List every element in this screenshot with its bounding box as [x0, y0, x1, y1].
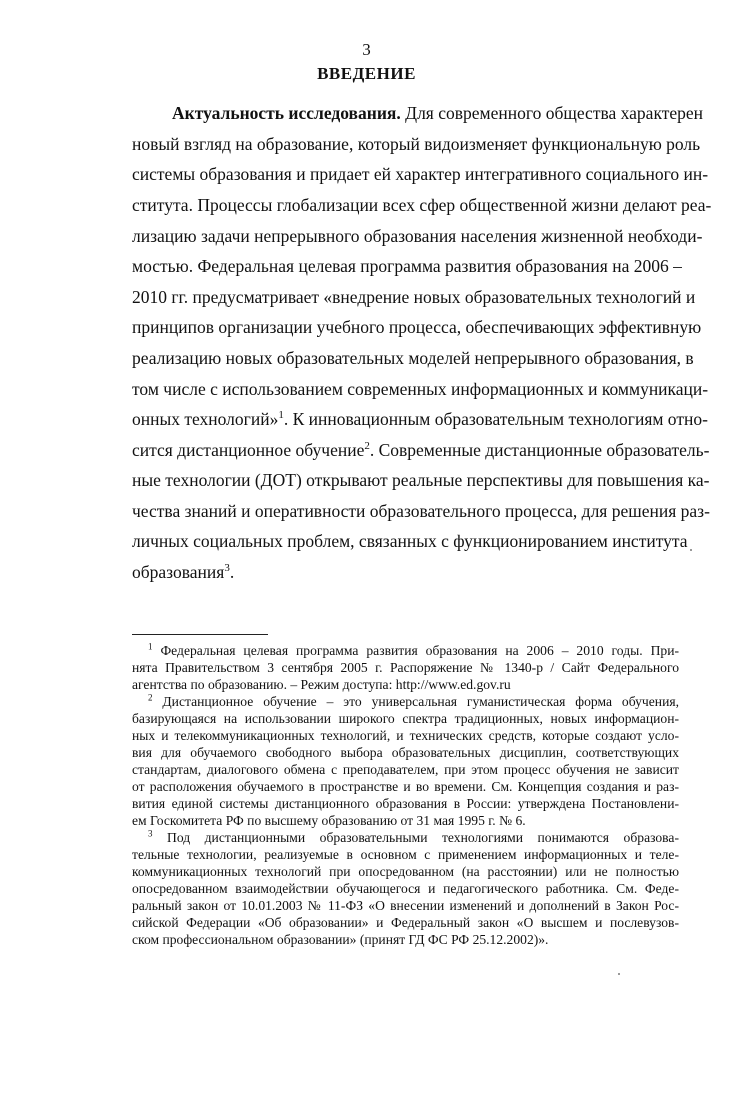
footnote-line: вития единой системы дистанционного образования в России: утверждена Постановлени-	[132, 796, 679, 811]
footnote-text: Под дистанционными образовательными технологиями понимаются образова-	[152, 830, 679, 845]
body-line-text: Для современного общества характерен	[400, 103, 704, 123]
footnote-line: ем Госкомитета РФ по высшему образованию от 31 мая 1995 г. № 6.	[132, 813, 526, 828]
body-text-span: образования	[132, 562, 225, 582]
body-text-span: . К инновационным образовательным технологиям отно-	[283, 409, 708, 429]
footnote-line: коммуникационных технологий при опосредованном (на расстоянии) или не полностью	[132, 864, 679, 879]
footnote-divider	[132, 634, 268, 635]
body-line: 2010 гг. предусматривает «внедрение новых образовательных технологий и	[132, 287, 696, 307]
body-line	[132, 561, 679, 583]
body-line: системы образования и придает ей характер интегративного социального ин-	[132, 164, 709, 184]
footnote-line: опосредованном взаимодействии обучающегося и педагогического работника. См. Феде-	[132, 881, 679, 896]
body-text-span: онных технологий»	[132, 409, 279, 429]
body-line: ститута. Процессы глобализации всех сфер общественной жизни делают реа-	[132, 195, 712, 215]
footnote-ref[interactable]: 3	[224, 562, 230, 575]
body-lead: Актуальность исследования.	[172, 103, 401, 123]
footnote-line: ральный закон от 10.01.2003 № 11-ФЗ «О внесении изменений и дополнений в Закон Рос-	[132, 898, 679, 913]
body-line: реализацию новых образовательных моделей непрерывного образования, в	[132, 348, 694, 368]
footnote-line: базирующаяся на использовании широкого спектра традиционных, новых информацион-	[132, 711, 679, 726]
body-text-span: сится дистанционное обучение	[132, 440, 365, 460]
footnote-line: агентства по образованию. – Режим доступа: http://www.ed.gov.ru	[132, 677, 511, 692]
footnote-line: сийской Федерации «Об образовании» и Федеральный закон «О высшем и послевузов-	[132, 915, 679, 930]
page-number: 3	[362, 40, 371, 59]
page-title: ВВЕДЕНИЕ	[317, 64, 416, 83]
footnote-line: вия для обучаемого свободного выбора образовательных дисциплин, соответствующих	[132, 745, 679, 760]
body-line: принципов организации учебного процесса, обеспечивающих эффективную	[132, 317, 702, 337]
body-line: ные технологии (ДОТ) открывают реальные перспективы для повышения ка-	[132, 470, 710, 490]
footnote-3	[148, 830, 679, 846]
footnote-ref[interactable]: 2	[364, 440, 370, 453]
footnote-mark: 2	[148, 692, 153, 703]
footnote-2	[148, 694, 679, 710]
footnote-1	[148, 643, 679, 659]
body-text-span: .	[229, 562, 235, 582]
footnote-line: ском профессиональном образовании» (принят ГД ФС РФ 25.12.2002)».	[132, 932, 549, 947]
body-line	[132, 408, 708, 430]
body-line: личных социальных проблем, связанных с функционированием института	[132, 531, 688, 551]
footnote-text: Дистанционное обучение – это универсальная гуманистическая форма обучения,	[152, 694, 679, 709]
footnote-line: нята Правительством 3 сентября 2005 г. Распоряжение № 1340-р / Сайт Федерального	[132, 660, 679, 675]
footnote-mark: 1	[148, 641, 153, 652]
body-line: мостью. Федеральная целевая программа развития образования на 2006 –	[132, 256, 682, 276]
footnote-line: ных и телекоммуникационных технологий, и технических средств, которые создают усло-	[132, 728, 679, 743]
body-line	[132, 439, 710, 461]
scan-speck	[618, 973, 620, 975]
scan-speck	[690, 549, 692, 551]
footnote-line: от расположения обучаемого в пространстве и во времени. См. Концепция создания и раз-	[132, 779, 679, 794]
body-line	[172, 102, 704, 124]
body-line: новый взгляд на образование, который видоизменяет функциональную роль	[132, 134, 701, 154]
footnote-text: Федеральная целевая программа развития образования на 2006 – 2010 годы. При-	[152, 643, 679, 658]
footnote-line: тельные технологии, реализуемые в основном с применением информационных и теле-	[132, 847, 679, 862]
footnote-ref[interactable]: 1	[278, 409, 284, 422]
body-line: лизацию задачи непрерывного образования населения жизненной необходи-	[132, 226, 703, 246]
body-line: том числе с использованием современных информационных и коммуникаци-	[132, 379, 709, 399]
body-text-span: . Современные дистанционные образователь-	[369, 440, 710, 460]
footnote-mark: 3	[148, 828, 153, 839]
body-line: чества знаний и оперативности образовательного процесса, для решения раз-	[132, 501, 710, 521]
footnote-line: стандартам, диалогового обмена с преподавателем, при этом процесс обучения не зависит	[132, 762, 679, 777]
